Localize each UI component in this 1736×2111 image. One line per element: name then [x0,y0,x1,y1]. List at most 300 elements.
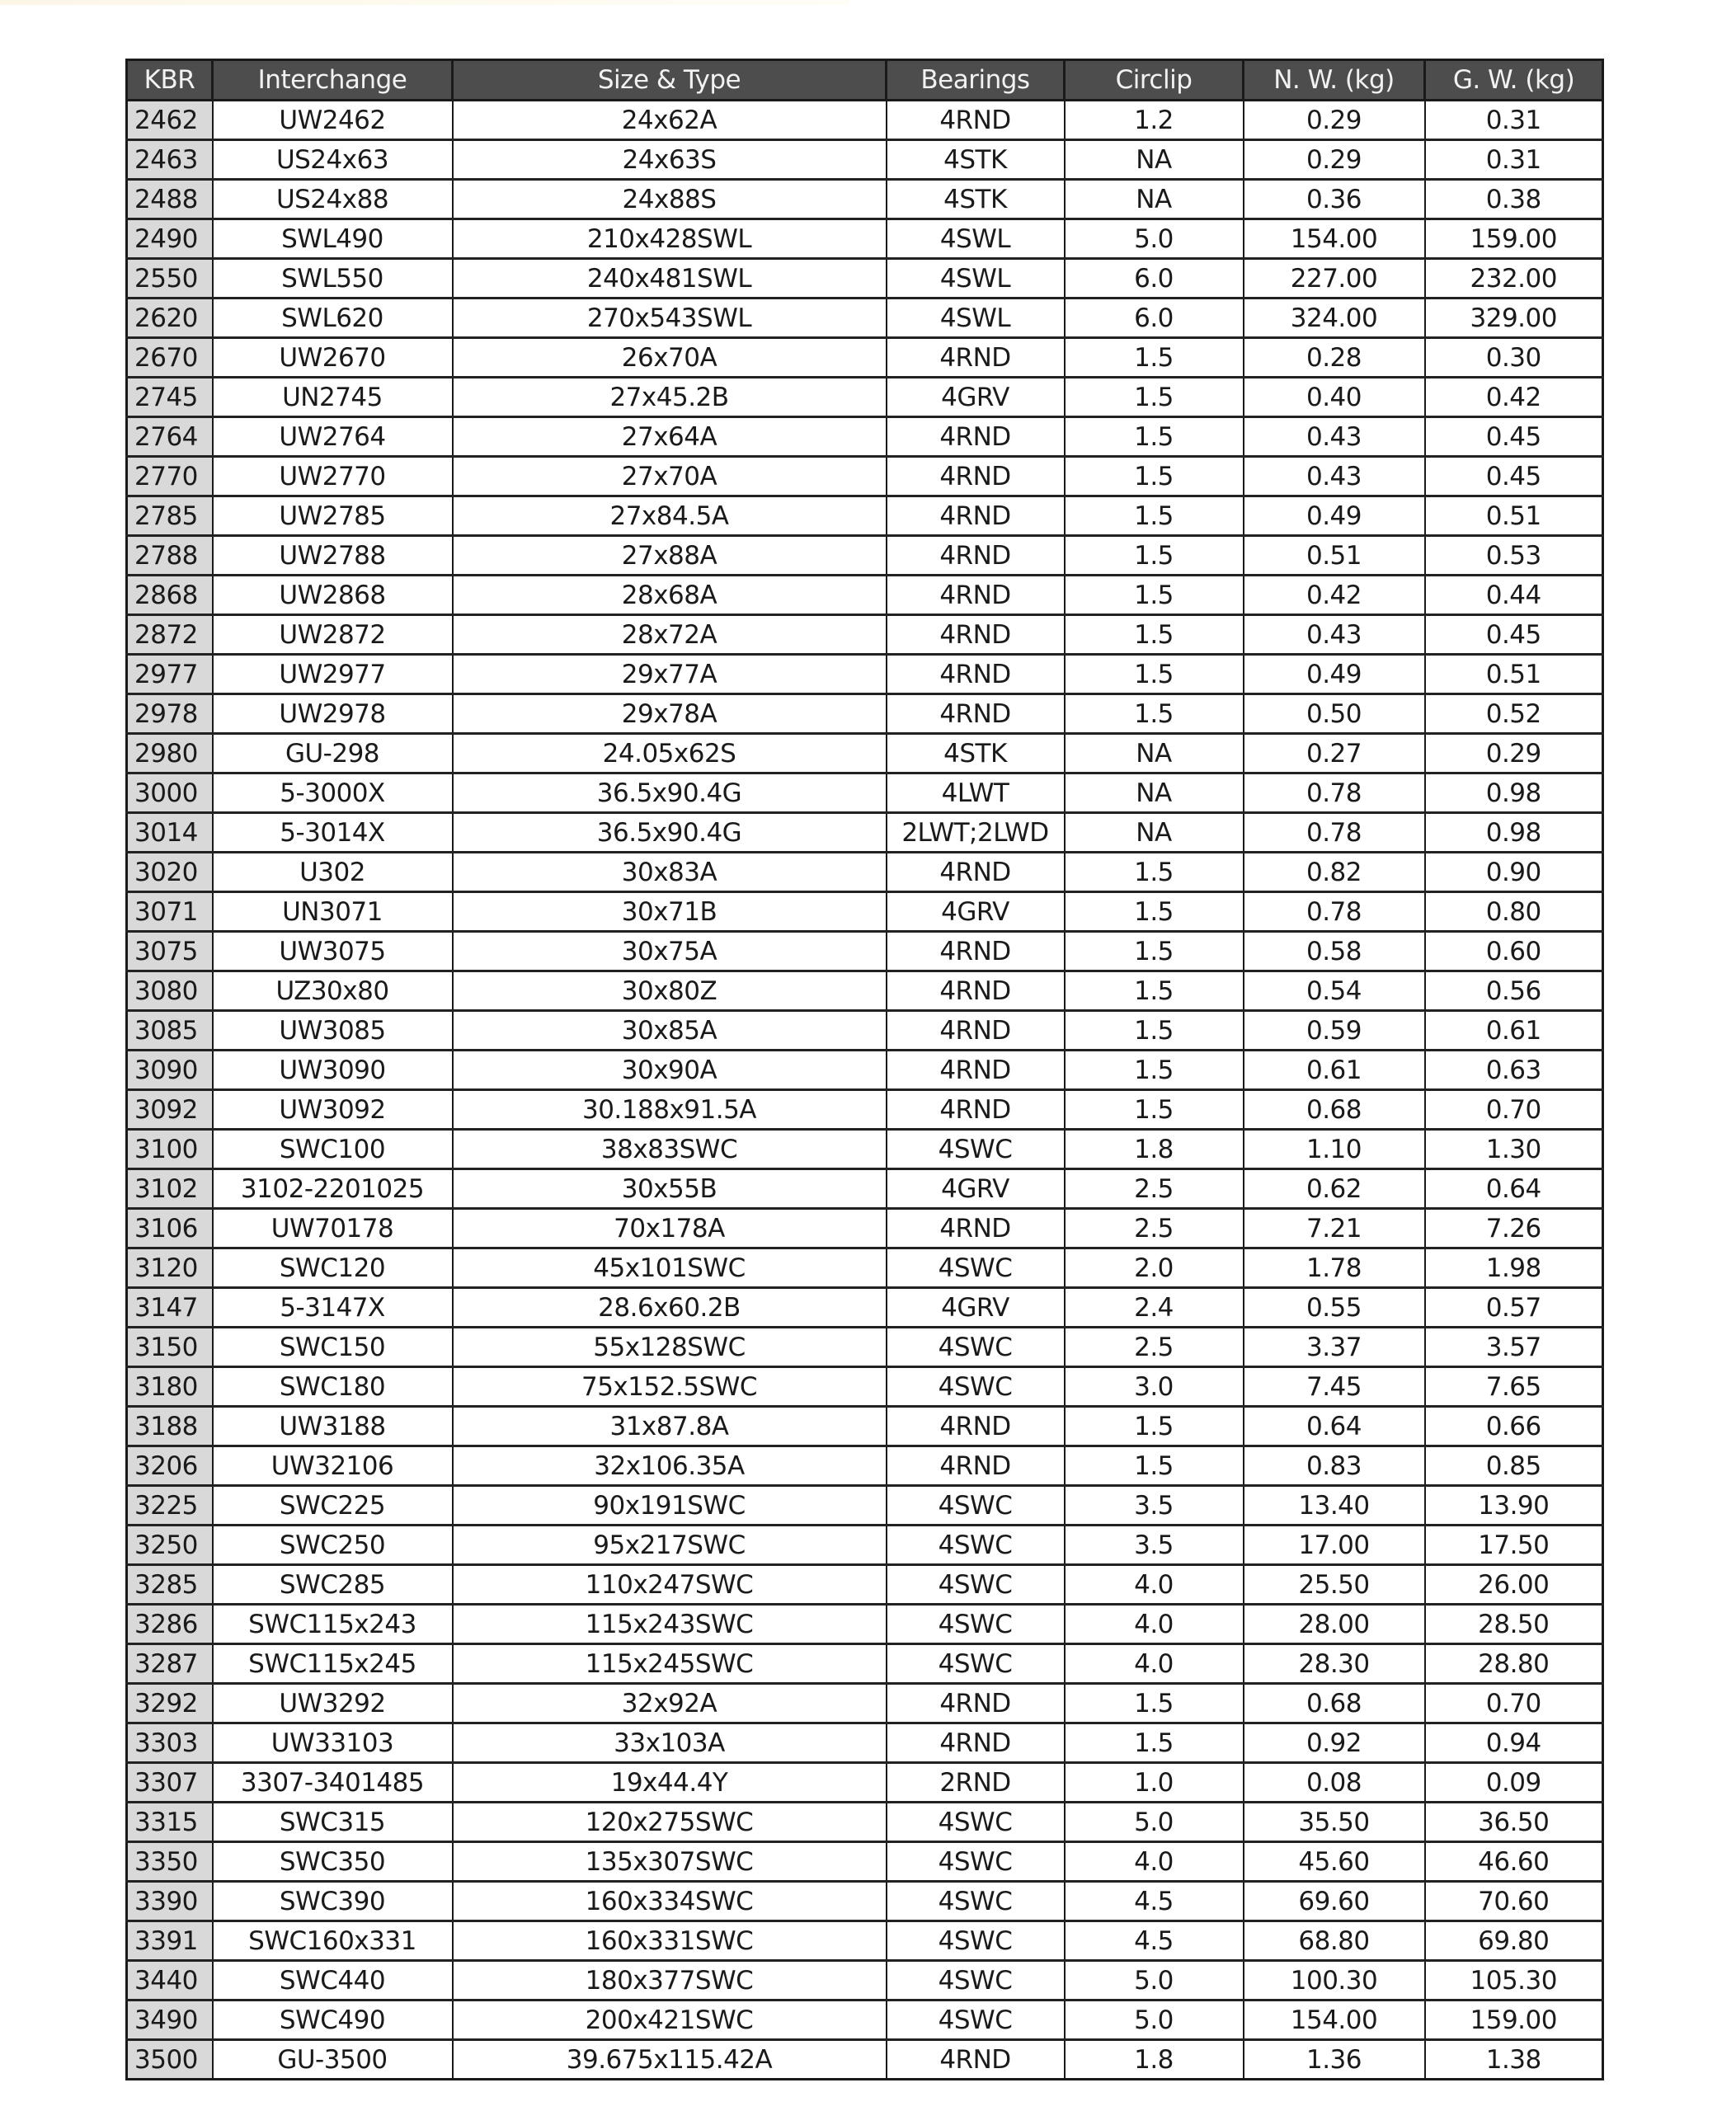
size-type-cell: 36.5x90.4G [453,813,887,853]
gross-weight-cell: 26.00 [1425,1565,1603,1605]
net-weight-cell: 0.64 [1244,1407,1425,1446]
table-row [127,892,1603,932]
size-type-cell: 30x83A [453,853,887,892]
interchange-cell: SWC115x243 [213,1605,453,1644]
size-type-cell: 36.5x90.4G [453,773,887,813]
size-type-cell: 95x217SWC [453,1526,887,1565]
circlip-cell: 2.4 [1065,1288,1244,1328]
net-weight-cell: 0.62 [1244,1169,1425,1209]
table-row [127,773,1603,813]
size-type-cell: 270x543SWL [453,299,887,338]
net-weight-cell: 0.27 [1244,734,1425,773]
interchange-cell: UW3075 [213,932,453,971]
table-row [127,734,1603,773]
size-type-cell: 31x87.8A [453,1407,887,1446]
interchange-cell: SWC150 [213,1328,453,1367]
interchange-cell: SWC350 [213,1842,453,1882]
net-weight-cell: 0.68 [1244,1684,1425,1723]
circlip-cell: 1.5 [1065,457,1244,496]
interchange-cell: UW2770 [213,457,453,496]
interchange-cell: SWC115x245 [213,1644,453,1684]
kbr-cell: 3225 [127,1486,213,1526]
interchange-cell: US24x63 [213,140,453,180]
gross-weight-cell: 70.60 [1425,1882,1603,1921]
gross-weight-cell: 329.00 [1425,299,1603,338]
size-type-cell: 90x191SWC [453,1486,887,1526]
size-type-cell: 39.675x115.42A [453,2040,887,2080]
table-row [127,932,1603,971]
net-weight-cell: 0.43 [1244,457,1425,496]
kbr-cell: 3000 [127,773,213,813]
bearings-cell: 4LWT [887,773,1065,813]
kbr-cell: 2872 [127,615,213,655]
net-weight-cell: 0.78 [1244,892,1425,932]
bearings-cell: 4SWC [887,1486,1065,1526]
net-weight-cell: 0.78 [1244,813,1425,853]
circlip-cell: 1.5 [1065,1051,1244,1090]
kbr-cell: 2670 [127,338,213,378]
table-row [127,1723,1603,1763]
table-row [127,299,1603,338]
size-type-cell: 45x101SWC [453,1248,887,1288]
bearings-cell: 4RND [887,1209,1065,1248]
table-row [127,1763,1603,1803]
circlip-cell: 1.5 [1065,338,1244,378]
net-weight-cell: 0.29 [1244,140,1425,180]
size-type-cell: 28x68A [453,576,887,615]
size-type-cell: 27x84.5A [453,496,887,536]
circlip-cell: 4.0 [1065,1842,1244,1882]
net-weight-cell: 0.51 [1244,536,1425,576]
interchange-cell: 5-3147X [213,1288,453,1328]
kbr-cell: 3120 [127,1248,213,1288]
net-weight-cell: 7.45 [1244,1367,1425,1407]
interchange-cell: SWC490 [213,2001,453,2040]
size-type-cell: 160x331SWC [453,1921,887,1961]
circlip-cell: 5.0 [1065,1961,1244,2001]
gross-weight-cell: 0.98 [1425,813,1603,853]
net-weight-cell: 0.40 [1244,378,1425,417]
interchange-cell: UW33103 [213,1723,453,1763]
table-row [127,1526,1603,1565]
gross-weight-cell: 0.94 [1425,1723,1603,1763]
kbr-cell: 2977 [127,655,213,694]
table-row [127,338,1603,378]
interchange-cell: UW2872 [213,615,453,655]
size-type-cell: 24.05x62S [453,734,887,773]
gross-weight-cell: 0.38 [1425,180,1603,219]
kbr-cell: 2868 [127,576,213,615]
gross-weight-cell: 0.31 [1425,140,1603,180]
bearings-cell: 2RND [887,1763,1065,1803]
circlip-cell: 2.5 [1065,1209,1244,1248]
bearings-cell: 4RND [887,1051,1065,1090]
circlip-cell: NA [1065,734,1244,773]
bearings-cell: 4GRV [887,892,1065,932]
net-weight-cell: 17.00 [1244,1526,1425,1565]
interchange-cell: SWL490 [213,219,453,259]
bearings-cell: 4RND [887,694,1065,734]
table-row [127,1684,1603,1723]
circlip-cell: 3.0 [1065,1367,1244,1407]
interchange-cell: SWC390 [213,1882,453,1921]
gross-weight-cell: 1.98 [1425,1248,1603,1288]
size-type-cell: 120x275SWC [453,1803,887,1842]
kbr-cell: 2980 [127,734,213,773]
gross-weight-cell: 0.98 [1425,773,1603,813]
bearings-cell: 4STK [887,734,1065,773]
net-weight-cell: 0.83 [1244,1446,1425,1486]
kbr-cell: 3080 [127,971,213,1011]
table-row [127,101,1603,140]
circlip-cell: 3.5 [1065,1526,1244,1565]
circlip-cell: 1.5 [1065,576,1244,615]
circlip-cell: 4.0 [1065,1644,1244,1684]
kbr-cell: 2745 [127,378,213,417]
size-type-cell: 33x103A [453,1723,887,1763]
net-weight-cell: 0.50 [1244,694,1425,734]
bearings-cell: 4SWL [887,299,1065,338]
gross-weight-cell: 1.38 [1425,2040,1603,2080]
size-type-cell: 55x128SWC [453,1328,887,1367]
interchange-cell: UW3090 [213,1051,453,1090]
scan-edge-strip [0,0,849,5]
bearings-cell: 4SWC [887,2001,1065,2040]
circlip-cell: 1.5 [1065,971,1244,1011]
interchange-cell: SWC440 [213,1961,453,2001]
net-weight-cell: 0.55 [1244,1288,1425,1328]
gross-weight-cell: 0.66 [1425,1407,1603,1446]
gross-weight-cell: 28.80 [1425,1644,1603,1684]
gross-weight-cell: 159.00 [1425,219,1603,259]
kbr-cell: 2462 [127,101,213,140]
circlip-cell: 1.8 [1065,1130,1244,1169]
table-row [127,1011,1603,1051]
table-row [127,259,1603,299]
gross-weight-cell: 46.60 [1425,1842,1603,1882]
circlip-cell: 2.0 [1065,1248,1244,1288]
net-weight-cell: 0.28 [1244,338,1425,378]
table-row [127,457,1603,496]
kbr-cell: 3100 [127,1130,213,1169]
kbr-cell: 2770 [127,457,213,496]
header-bearings: Bearings [887,60,1065,101]
table-row [127,576,1603,615]
table-row [127,1486,1603,1526]
circlip-cell: NA [1065,140,1244,180]
gross-weight-cell: 232.00 [1425,259,1603,299]
size-type-cell: 75x152.5SWC [453,1367,887,1407]
table-row [127,1051,1603,1090]
interchange-cell: SWC315 [213,1803,453,1842]
interchange-cell: SWC225 [213,1486,453,1526]
circlip-cell: 4.5 [1065,1882,1244,1921]
interchange-cell: SWC120 [213,1248,453,1288]
circlip-cell: 4.0 [1065,1565,1244,1605]
net-weight-cell: 0.49 [1244,496,1425,536]
table-row [127,655,1603,694]
bearings-cell: 2LWT;2LWD [887,813,1065,853]
interchange-cell: UW2978 [213,694,453,734]
size-type-cell: 30x75A [453,932,887,971]
interchange-cell: UW32106 [213,1446,453,1486]
size-type-cell: 160x334SWC [453,1882,887,1921]
bearings-cell: 4GRV [887,378,1065,417]
header-interchange: Interchange [213,60,453,101]
interchange-cell: UZ30x80 [213,971,453,1011]
kbr-cell: 3500 [127,2040,213,2080]
kbr-cell: 3390 [127,1882,213,1921]
interchange-cell: 5-3014X [213,813,453,853]
gross-weight-cell: 0.70 [1425,1684,1603,1723]
bearings-cell: 4RND [887,338,1065,378]
gross-weight-cell: 0.80 [1425,892,1603,932]
bearings-cell: 4SWC [887,1565,1065,1605]
circlip-cell: 2.5 [1065,1328,1244,1367]
net-weight-cell: 0.61 [1244,1051,1425,1090]
header-gross-weight: G. W. (kg) [1425,60,1603,101]
kbr-cell: 3206 [127,1446,213,1486]
gross-weight-cell: 0.57 [1425,1288,1603,1328]
gross-weight-cell: 0.09 [1425,1763,1603,1803]
table-row [127,1882,1603,1921]
interchange-cell: UW2670 [213,338,453,378]
circlip-cell: 1.5 [1065,694,1244,734]
net-weight-cell: 154.00 [1244,219,1425,259]
kbr-cell: 2490 [127,219,213,259]
bearings-cell: 4SWC [887,1961,1065,2001]
bearings-cell: 4SWC [887,1367,1065,1407]
table-row [127,813,1603,853]
bearings-cell: 4SWC [887,1882,1065,1921]
bearings-cell: 4SWC [887,1921,1065,1961]
size-type-cell: 200x421SWC [453,2001,887,2040]
gross-weight-cell: 0.31 [1425,101,1603,140]
size-type-cell: 30x90A [453,1051,887,1090]
kbr-cell: 3315 [127,1803,213,1842]
bearings-cell: 4SWC [887,1842,1065,1882]
net-weight-cell: 0.54 [1244,971,1425,1011]
interchange-cell: US24x88 [213,180,453,219]
gross-weight-cell: 0.51 [1425,496,1603,536]
size-type-cell: 28x72A [453,615,887,655]
bearings-cell: 4RND [887,457,1065,496]
interchange-cell: UW3085 [213,1011,453,1051]
interchange-cell: SWL620 [213,299,453,338]
circlip-cell: NA [1065,813,1244,853]
circlip-cell: 5.0 [1065,219,1244,259]
interchange-cell: SWC180 [213,1367,453,1407]
net-weight-cell: 0.59 [1244,1011,1425,1051]
circlip-cell: 1.5 [1065,655,1244,694]
kbr-cell: 3292 [127,1684,213,1723]
kbr-cell: 3102 [127,1169,213,1209]
circlip-cell: 1.0 [1065,1763,1244,1803]
table-row [127,1130,1603,1169]
gross-weight-cell: 1.30 [1425,1130,1603,1169]
net-weight-cell: 324.00 [1244,299,1425,338]
interchange-cell: UW3292 [213,1684,453,1723]
bearings-cell: 4SWL [887,219,1065,259]
net-weight-cell: 28.00 [1244,1605,1425,1644]
interchange-cell: 5-3000X [213,773,453,813]
header-net-weight: N. W. (kg) [1244,60,1425,101]
gross-weight-cell: 0.61 [1425,1011,1603,1051]
net-weight-cell: 0.08 [1244,1763,1425,1803]
kbr-cell: 3350 [127,1842,213,1882]
interchange-cell: UW2785 [213,496,453,536]
size-type-cell: 24x62A [453,101,887,140]
gross-weight-cell: 0.70 [1425,1090,1603,1130]
bearings-cell: 4SWC [887,1605,1065,1644]
size-type-cell: 70x178A [453,1209,887,1248]
circlip-cell: 3.5 [1065,1486,1244,1526]
size-type-cell: 210x428SWL [453,219,887,259]
gross-weight-cell: 0.30 [1425,338,1603,378]
bearings-cell: 4SWC [887,1130,1065,1169]
circlip-cell: 1.5 [1065,853,1244,892]
table-row [127,1367,1603,1407]
bearings-cell: 4STK [887,180,1065,219]
gross-weight-cell: 0.52 [1425,694,1603,734]
net-weight-cell: 68.80 [1244,1921,1425,1961]
gross-weight-cell: 0.60 [1425,932,1603,971]
table-row [127,536,1603,576]
size-type-cell: 115x243SWC [453,1605,887,1644]
kbr-cell: 3150 [127,1328,213,1367]
gross-weight-cell: 159.00 [1425,2001,1603,2040]
circlip-cell: 1.5 [1065,932,1244,971]
gross-weight-cell: 0.29 [1425,734,1603,773]
net-weight-cell: 45.60 [1244,1842,1425,1882]
bearings-cell: 4GRV [887,1169,1065,1209]
kbr-cell: 2978 [127,694,213,734]
circlip-cell: 1.5 [1065,378,1244,417]
size-type-cell: 110x247SWC [453,1565,887,1605]
kbr-cell: 3285 [127,1565,213,1605]
circlip-cell: 5.0 [1065,1803,1244,1842]
net-weight-cell: 13.40 [1244,1486,1425,1526]
kbr-cell: 3090 [127,1051,213,1090]
table-row [127,1446,1603,1486]
gross-weight-cell: 0.45 [1425,457,1603,496]
size-type-cell: 240x481SWL [453,259,887,299]
bearings-cell: 4RND [887,1090,1065,1130]
table-header-row [127,60,1603,101]
interchange-cell: UW3092 [213,1090,453,1130]
circlip-cell: 1.5 [1065,615,1244,655]
gross-weight-cell: 0.64 [1425,1169,1603,1209]
size-type-cell: 24x88S [453,180,887,219]
bearings-cell: 4STK [887,140,1065,180]
gross-weight-cell: 0.53 [1425,536,1603,576]
gross-weight-cell: 0.63 [1425,1051,1603,1090]
gross-weight-cell: 28.50 [1425,1605,1603,1644]
table-row [127,1209,1603,1248]
size-type-cell: 30.188x91.5A [453,1090,887,1130]
kbr-cell: 3071 [127,892,213,932]
bearings-cell: 4RND [887,853,1065,892]
bearings-cell: 4RND [887,1446,1065,1486]
circlip-cell: 1.2 [1065,101,1244,140]
interchange-cell: 3307-3401485 [213,1763,453,1803]
net-weight-cell: 0.43 [1244,615,1425,655]
bearings-cell: 4SWC [887,1803,1065,1842]
kbr-cell: 3188 [127,1407,213,1446]
kbr-cell: 2788 [127,536,213,576]
kbr-cell: 3085 [127,1011,213,1051]
circlip-cell: 1.5 [1065,1684,1244,1723]
size-type-cell: 29x78A [453,694,887,734]
circlip-cell: 4.5 [1065,1921,1244,1961]
size-type-cell: 30x85A [453,1011,887,1051]
bearings-cell: 4RND [887,1684,1065,1723]
gross-weight-cell: 0.42 [1425,378,1603,417]
size-type-cell: 28.6x60.2B [453,1288,887,1328]
interchange-cell: SWC100 [213,1130,453,1169]
interchange-cell: U302 [213,853,453,892]
table-row [127,417,1603,457]
circlip-cell: 6.0 [1065,299,1244,338]
interchange-cell: SWC250 [213,1526,453,1565]
circlip-cell: 5.0 [1065,2001,1244,2040]
kbr-cell: 3307 [127,1763,213,1803]
table-row [127,615,1603,655]
table-row [127,1961,1603,2001]
table-row [127,2040,1603,2080]
table-row [127,378,1603,417]
net-weight-cell: 0.42 [1244,576,1425,615]
interchange-cell: UW2462 [213,101,453,140]
net-weight-cell: 0.68 [1244,1090,1425,1130]
table-row [127,971,1603,1011]
bearings-cell: 4RND [887,536,1065,576]
net-weight-cell: 100.30 [1244,1961,1425,2001]
net-weight-cell: 7.21 [1244,1209,1425,1248]
size-type-cell: 32x92A [453,1684,887,1723]
table-row [127,180,1603,219]
universal-joint-spec-table [125,59,1604,2080]
gross-weight-cell: 7.65 [1425,1367,1603,1407]
gross-weight-cell: 0.85 [1425,1446,1603,1486]
interchange-cell: UW2868 [213,576,453,615]
interchange-cell: UN2745 [213,378,453,417]
kbr-cell: 3440 [127,1961,213,2001]
bearings-cell: 4RND [887,2040,1065,2080]
bearings-cell: 4GRV [887,1288,1065,1328]
circlip-cell: 1.5 [1065,1446,1244,1486]
table-row [127,1605,1603,1644]
net-weight-cell: 25.50 [1244,1565,1425,1605]
bearings-cell: 4RND [887,1723,1065,1763]
table-row [127,140,1603,180]
net-weight-cell: 1.78 [1244,1248,1425,1288]
bearings-cell: 4RND [887,1011,1065,1051]
table-row [127,1407,1603,1446]
interchange-cell: UW2764 [213,417,453,457]
net-weight-cell: 69.60 [1244,1882,1425,1921]
kbr-cell: 3490 [127,2001,213,2040]
table-row [127,219,1603,259]
bearings-cell: 4RND [887,971,1065,1011]
kbr-cell: 3180 [127,1367,213,1407]
net-weight-cell: 0.49 [1244,655,1425,694]
circlip-cell: 2.5 [1065,1169,1244,1209]
gross-weight-cell: 0.56 [1425,971,1603,1011]
bearings-cell: 4SWC [887,1526,1065,1565]
size-type-cell: 30x55B [453,1169,887,1209]
net-weight-cell: 0.36 [1244,180,1425,219]
